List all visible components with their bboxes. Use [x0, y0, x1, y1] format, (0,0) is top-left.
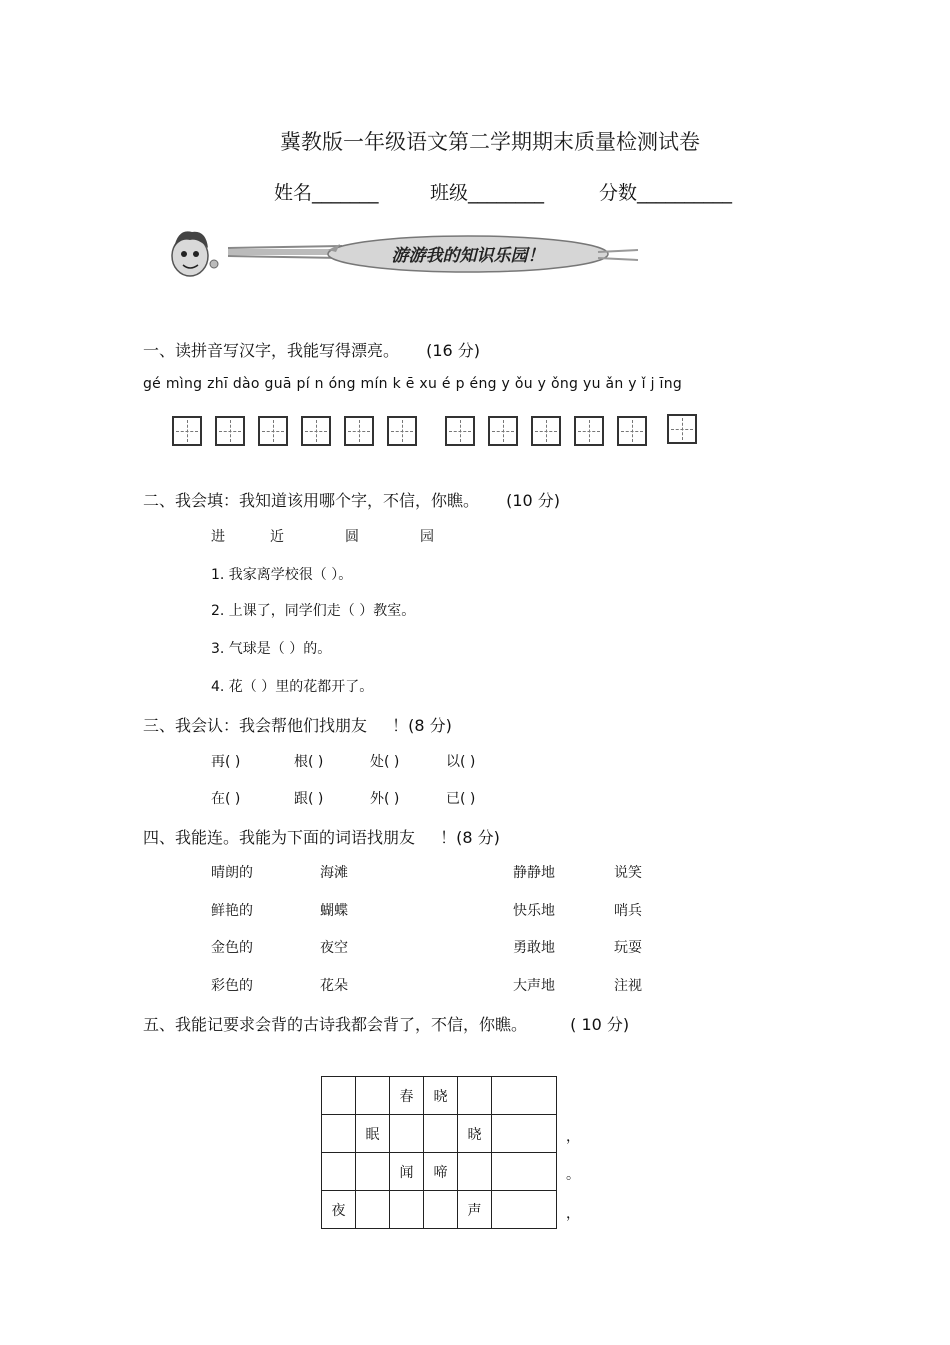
q3-char: 已( ) [446, 791, 476, 807]
poem-cell[interactable] [390, 1191, 424, 1229]
poem-cell: 晓 [424, 1077, 458, 1115]
q4-word[interactable]: 哨兵 [614, 903, 642, 919]
writing-box[interactable] [172, 416, 202, 446]
poem-cell[interactable] [356, 1191, 390, 1229]
poem-cell[interactable] [458, 1153, 492, 1191]
q2-char: 进 [211, 529, 225, 545]
q4-word[interactable]: 晴朗的 [211, 865, 253, 881]
q1-title [143, 338, 480, 361]
poem-cell: 眠 [356, 1115, 390, 1153]
writing-box[interactable] [488, 416, 518, 446]
q4-title [143, 825, 500, 848]
q1-points: (16 分) [426, 341, 481, 360]
cartoon-boy-icon [172, 231, 218, 276]
poem-cell[interactable] [458, 1077, 492, 1115]
poem-cell[interactable] [492, 1077, 557, 1115]
q2-item: 1. 我家离学校很（ ）。 [211, 567, 353, 583]
q4-word[interactable]: 勇敢地 [513, 940, 555, 956]
q1-pinyin: gé mìng zhī dào guā pí n óng mín k ē xu é p éng y ǒu y ǒng yu ǎn y ǐ j īng [143, 376, 683, 392]
q3-title-text: 三、我会认：我会帮他们找朋友 [143, 716, 368, 735]
poem-cell: 夜 [322, 1191, 356, 1229]
poem-punctuation: ， [566, 1206, 580, 1222]
q2-title-text: 二、我会填：我知道该用哪个字，不信，你瞧。 [143, 491, 480, 510]
q2-title [143, 488, 560, 511]
poem-cell[interactable] [322, 1153, 356, 1191]
poem-cell: 春 [390, 1077, 424, 1115]
poem-cell[interactable] [424, 1191, 458, 1229]
q2-char: 园 [420, 529, 434, 545]
q4-word[interactable]: 蝴蝶 [320, 903, 348, 919]
writing-box[interactable] [574, 416, 604, 446]
writing-box[interactable] [215, 416, 245, 446]
knowledge-park-banner [168, 222, 642, 282]
writing-box[interactable] [301, 416, 331, 446]
q2-points: (10 分) [506, 491, 561, 510]
writing-box[interactable] [258, 416, 288, 446]
q4-points: ！(8 分) [440, 828, 500, 847]
q5-points: ( 10 分) [570, 1015, 630, 1034]
q4-word[interactable]: 花朵 [320, 978, 348, 994]
writing-box[interactable] [344, 416, 374, 446]
q4-word[interactable]: 玩耍 [614, 940, 642, 956]
banner-text: 游游我的知识乐园！ [391, 246, 545, 266]
writing-box[interactable] [667, 414, 697, 444]
q4-word[interactable]: 海滩 [320, 865, 348, 881]
q5-title-text: 五、我能记要求会背的古诗我都会背了，不信，你瞧。 [143, 1015, 528, 1034]
poem-cell: 声 [458, 1191, 492, 1229]
q4-word[interactable]: 金色的 [211, 940, 253, 956]
writing-box[interactable] [387, 416, 417, 446]
q2-item: 4. 花（ ）里的花都开了。 [211, 679, 374, 695]
q4-word[interactable]: 说笑 [614, 865, 642, 881]
q3-char: 根( ) [294, 754, 324, 770]
q4-word[interactable]: 大声地 [513, 978, 555, 994]
q4-word[interactable]: 静静地 [513, 865, 555, 881]
q3-char: 以( ) [446, 754, 476, 770]
poem-cell[interactable] [356, 1153, 390, 1191]
q3-char: 跟( ) [294, 791, 324, 807]
poem-cell[interactable] [492, 1191, 557, 1229]
poem-cell[interactable] [424, 1115, 458, 1153]
q4-word[interactable]: 夜空 [320, 940, 348, 956]
class-field[interactable]: 班级________ [430, 182, 545, 204]
q4-word[interactable]: 鲜艳的 [211, 903, 253, 919]
q2-item: 2. 上课了，同学们走（ ）教室。 [211, 603, 416, 619]
q3-char: 处( ) [370, 754, 400, 770]
poem-cell[interactable] [356, 1077, 390, 1115]
q2-item: 3. 气球是（ ）的。 [211, 641, 332, 657]
q4-word[interactable]: 彩色的 [211, 978, 253, 994]
poem-punctuation: ， [566, 1129, 580, 1145]
poem-cell[interactable] [322, 1115, 356, 1153]
q3-char: 在( ) [211, 791, 241, 807]
writing-box[interactable] [445, 416, 475, 446]
q4-title-text: 四、我能连。我能为下面的词语找朋友 [143, 828, 416, 847]
poem-punctuation: 。 [566, 1167, 580, 1183]
q2-char: 近 [270, 529, 284, 545]
poem-cell: 晓 [458, 1115, 492, 1153]
poem-cell: 闻 [390, 1153, 424, 1191]
poem-cell[interactable] [322, 1077, 356, 1115]
writing-box[interactable] [617, 416, 647, 446]
q1-title-text: 一、读拼音写汉字，我能写得漂亮。 [143, 341, 400, 360]
poem-cell[interactable] [390, 1115, 424, 1153]
q3-char: 外( ) [370, 791, 400, 807]
q3-points: ！(8 分) [392, 716, 452, 735]
q3-title [143, 713, 452, 736]
q4-word[interactable]: 注视 [614, 978, 642, 994]
q2-char: 圆 [345, 529, 359, 545]
q3-char: 再( ) [211, 754, 241, 770]
poem-cell[interactable] [492, 1153, 557, 1191]
poem-cell[interactable] [492, 1115, 557, 1153]
name-field[interactable]: 姓名_______ [274, 182, 379, 204]
q4-word[interactable]: 快乐地 [513, 903, 555, 919]
poem-cell: 啼 [424, 1153, 458, 1191]
poem-grid [321, 1076, 557, 1229]
score-field[interactable]: 分数__________ [599, 182, 733, 204]
page-title: 冀教版一年级语文第二学期期末质量检测试卷 [280, 130, 700, 154]
writing-box[interactable] [531, 416, 561, 446]
q5-title [143, 1012, 629, 1035]
